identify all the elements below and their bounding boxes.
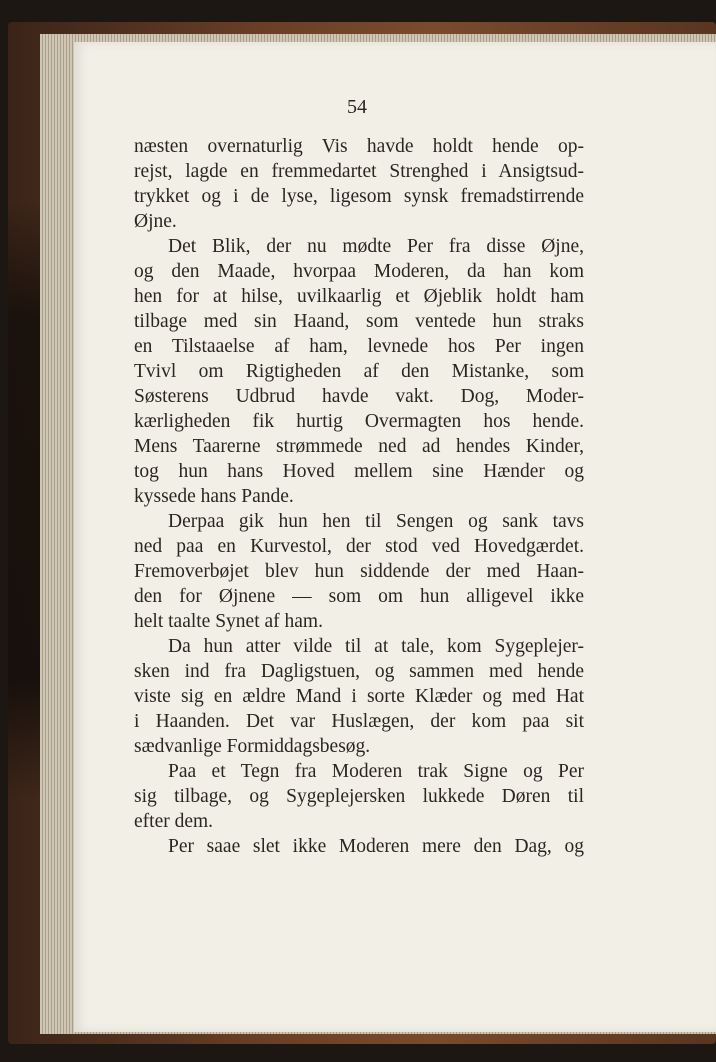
text-line: Søsterens Udbrud havde vakt. Dog, Moder- (134, 386, 584, 407)
text-line: sædvanlige Formiddagsbesøg. (134, 736, 371, 757)
text-line: en Tilstaaelse af ham, levnede hos Per ingen (134, 336, 584, 357)
text-line: trykket og i de lyse, ligesom synsk fremadstirrende (134, 186, 584, 207)
text-line: efter dem. (134, 811, 214, 832)
body-text (134, 134, 584, 859)
text-line: sken ind fra Dagligstuen, og sammen med hende (134, 661, 584, 682)
text-line: sig tilbage, og Sygeplejersken lukkede Døren til (134, 786, 584, 807)
text-line: den for Øjnene — som om hun alligevel ikke (134, 586, 584, 607)
text-line: Mens Taarerne strømmede ned ad hendes Kinder, (134, 436, 584, 457)
text-line: Paa et Tegn fra Moderen trak Signe og Per (168, 761, 584, 782)
text-line: Fremoverbøjet blev hun siddende der med Haan- (134, 561, 584, 582)
text-line: Det Blik, der nu mødte Per fra disse Øjne, (168, 236, 584, 257)
text-line: tilbage med sin Haand, som ventede hun straks (134, 311, 584, 332)
text-line: ned paa en Kurvestol, der stod ved Hovedgærdet. (134, 536, 584, 557)
text-line: kærligheden fik hurtig Overmagten hos hende. (134, 411, 584, 432)
text-line: helt taalte Synet af ham. (134, 611, 323, 632)
text-line: rejst, lagde en fremmedartet Strenghed i Ansigtsud- (134, 161, 584, 182)
text-line: viste sig en ældre Mand i sorte Klæder og med Hat (134, 686, 584, 707)
text-line: hen for at hilse, uvilkaarlig et Øjeblik holdt ham (134, 286, 584, 307)
text-line: kyssede hans Pande. (134, 486, 294, 507)
text-line: Derpaa gik hun hen til Sengen og sank tavs (168, 511, 584, 532)
text-line: og den Maade, hvorpaa Moderen, da han kom (134, 261, 584, 282)
text-line: næsten overnaturlig Vis havde holdt hende op- (134, 136, 584, 157)
text-line: tog hun hans Hoved mellem sine Hænder og (134, 461, 584, 482)
text-line: Øjne. (134, 211, 177, 232)
text-line: Per saae slet ikke Moderen mere den Dag, og (168, 836, 584, 857)
text-line: Tvivl om Rigtigheden af den Mistanke, som (134, 361, 584, 382)
page-number: 54 (347, 96, 367, 118)
text-line: Da hun atter vilde til at tale, kom Sygeplejer- (168, 636, 584, 657)
text-line: i Haanden. Det var Huslægen, der kom paa sit (134, 711, 584, 732)
